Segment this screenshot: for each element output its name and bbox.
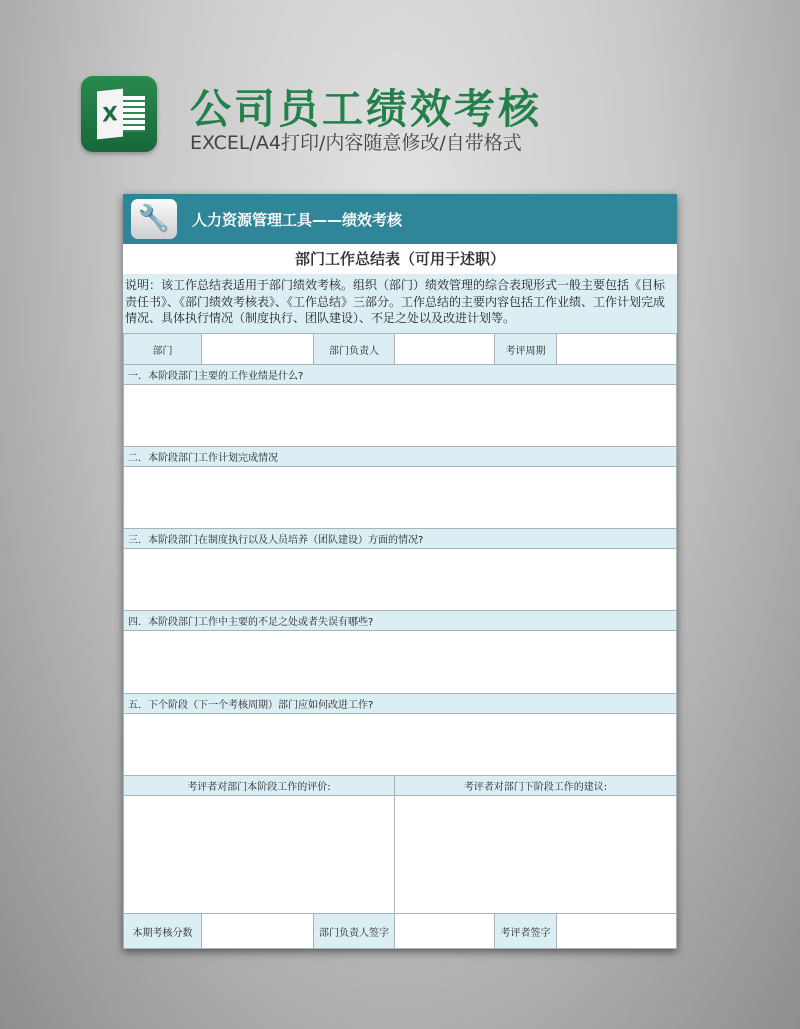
band-title: 人力资源管理工具——绩效考核 xyxy=(192,211,403,229)
excel-logo-letter: X xyxy=(97,89,123,140)
input-department[interactable] xyxy=(201,333,314,365)
label-period: 考评周期 xyxy=(494,333,557,365)
header-band xyxy=(123,194,677,244)
excel-grid-icon xyxy=(123,96,145,132)
review-suggestion-input[interactable] xyxy=(394,795,677,914)
wrench-icon: 🔧 xyxy=(131,199,177,239)
form-description: 说明：该工作总结表适用于部门绩效考核。组织（部门）绩效管理的综合表现形式一般主要包括《目标责任书》、《部门绩效考核表》、《工作总结》三部分。工作总结的主要内容包括工作业绩、工作计划完成情况、具体执行情况（制度执行、团队建设）、不足之处以及改进计划等。 xyxy=(123,274,677,333)
section-header: 三．本阶段部门在制度执行以及人员培养（团队建设）方面的情况? xyxy=(123,528,677,549)
section-input[interactable] xyxy=(123,384,677,447)
excel-logo xyxy=(81,76,157,152)
review-evaluation-header: 考评者对部门本阶段工作的评价: xyxy=(123,775,395,796)
input-reviewer-signature[interactable] xyxy=(556,913,677,949)
page-title: 公司员工绩效考核 xyxy=(190,85,542,133)
section-input[interactable] xyxy=(123,466,677,529)
section-input[interactable] xyxy=(123,630,677,694)
label-department: 部门 xyxy=(123,333,202,365)
form-title: 部门工作总结表（可用于述职） xyxy=(294,250,505,268)
section-header: 五．下个阶段（下一个考核周期）部门应如何改进工作? xyxy=(123,693,677,714)
review-suggestion-header: 考评者对部门下阶段工作的建议: xyxy=(394,775,677,796)
input-score[interactable] xyxy=(201,913,314,949)
section-input[interactable] xyxy=(123,548,677,611)
label-reviewer-signature: 考评者签字 xyxy=(494,913,557,949)
label-score: 本期考核分数 xyxy=(123,913,202,949)
section-header: 二．本阶段部门工作计划完成情况 xyxy=(123,446,677,467)
page-subtitle: EXCEL/A4打印/内容随意修改/自带格式 xyxy=(190,132,522,154)
input-period[interactable] xyxy=(556,333,677,365)
label-manager-signature: 部门负责人签字 xyxy=(313,913,395,949)
section-header: 一．本阶段部门主要的工作业绩是什么? xyxy=(123,364,677,385)
form-sheet xyxy=(123,194,677,949)
review-evaluation-input[interactable] xyxy=(123,795,395,914)
label-manager: 部门负责人 xyxy=(313,333,395,365)
section-header: 四．本阶段部门工作中主要的不足之处或者失误有哪些? xyxy=(123,610,677,631)
input-manager[interactable] xyxy=(394,333,495,365)
input-manager-signature[interactable] xyxy=(394,913,495,949)
section-input[interactable] xyxy=(123,713,677,776)
